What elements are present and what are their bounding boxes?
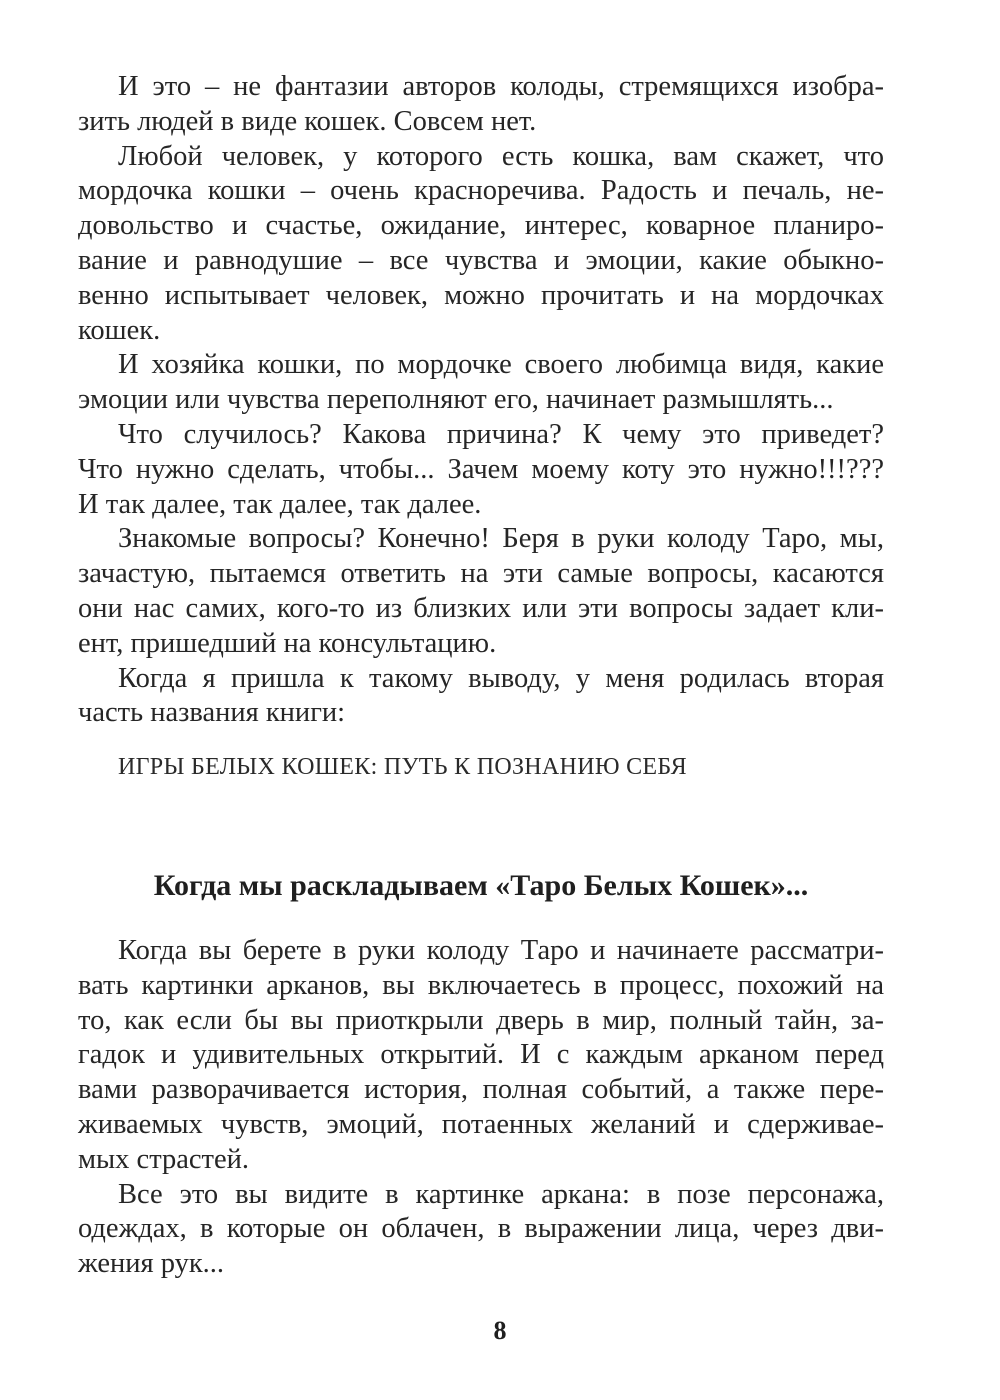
text-line: мордочка кошки – очень красноречива. Радость и печаль, не- — [78, 175, 884, 207]
text-line: гадок и удивительных открытий. И с каждым арканом перед — [78, 1039, 884, 1071]
text-line: Что нужно сделать, чтобы... Зачем моему коту это нужно!!!??? — [78, 453, 884, 485]
text-line: вать картинки арканов, вы включаетесь в процесс, похожий на — [78, 969, 884, 1001]
section-text-block — [78, 934, 884, 1282]
text-line: то, как если бы вы приоткрыли дверь в мир, полный тайн, за- — [78, 1004, 884, 1036]
text-line: И это – не фантазии авторов колоды, стремящихся изобра- — [118, 71, 884, 102]
text-line: вание и равнодушие – все чувства и эмоции, какие обыкно- — [78, 244, 884, 276]
text-line: вами разворачивается история, полная событий, а также пере- — [78, 1074, 884, 1106]
text-line: Все это вы видите в картинке аркана: в позе персонажа, — [118, 1178, 884, 1210]
text-line: И так далее, так далее, так далее. — [78, 488, 482, 520]
intro-text-block — [78, 70, 884, 731]
page-number: 8 — [493, 1316, 507, 1345]
section-heading: Когда мы раскладываем «Таро Белых Кошек»... — [153, 869, 809, 902]
text-line: Когда я пришла к такому выводу, у меня родилась вторая — [118, 662, 884, 694]
text-line: часть названия книги: — [78, 697, 346, 729]
text-line: венно испытывает человек, можно прочитать и на мордочках — [78, 279, 884, 311]
text-line: они нас самих, кого-то из близких или эти вопросы задает кли- — [78, 592, 884, 624]
text-line: живаемых чувств, эмоций, потаенных желаний и сдерживае- — [78, 1108, 884, 1140]
text-line: эмоции или чувства переполняют его, начинает размышлять... — [78, 384, 834, 416]
book-subtitle: ИГРЫ БЕЛЫХ КОШЕК: ПУТЬ К ПОЗНАНИЮ СЕБЯ — [118, 754, 687, 780]
text-line: Что случилось? Какова причина? К чему это приведет? — [118, 418, 884, 450]
text-line: мых страстей. — [78, 1143, 250, 1175]
text-line: зить людей в виде кошек. Совсем нет. — [78, 105, 537, 137]
text-line: кошек. — [78, 314, 161, 346]
text-line: ент, пришедший на консультацию. — [78, 627, 497, 659]
text-line: И хозяйка кошки, по мордочке своего любимца видя, какие — [118, 349, 884, 381]
text-line: довольство и счастье, ожидание, интерес, коварное планиро- — [78, 210, 884, 242]
text-line: Когда вы берете в руки колоду Таро и начинаете рассматри- — [118, 935, 884, 966]
text-line: зачастую, пытаемся ответить на эти самые вопросы, касаются — [78, 558, 884, 590]
text-line: жения рук... — [78, 1248, 225, 1280]
text-line: Знакомые вопросы? Конечно! Беря в руки колоду Таро, мы, — [118, 523, 884, 555]
text-line: одеждах, в которые он облачен, в выражении лица, через дви- — [78, 1213, 884, 1245]
text-line: Любой человек, у которого есть кошка, вам скажет, что — [118, 140, 884, 172]
